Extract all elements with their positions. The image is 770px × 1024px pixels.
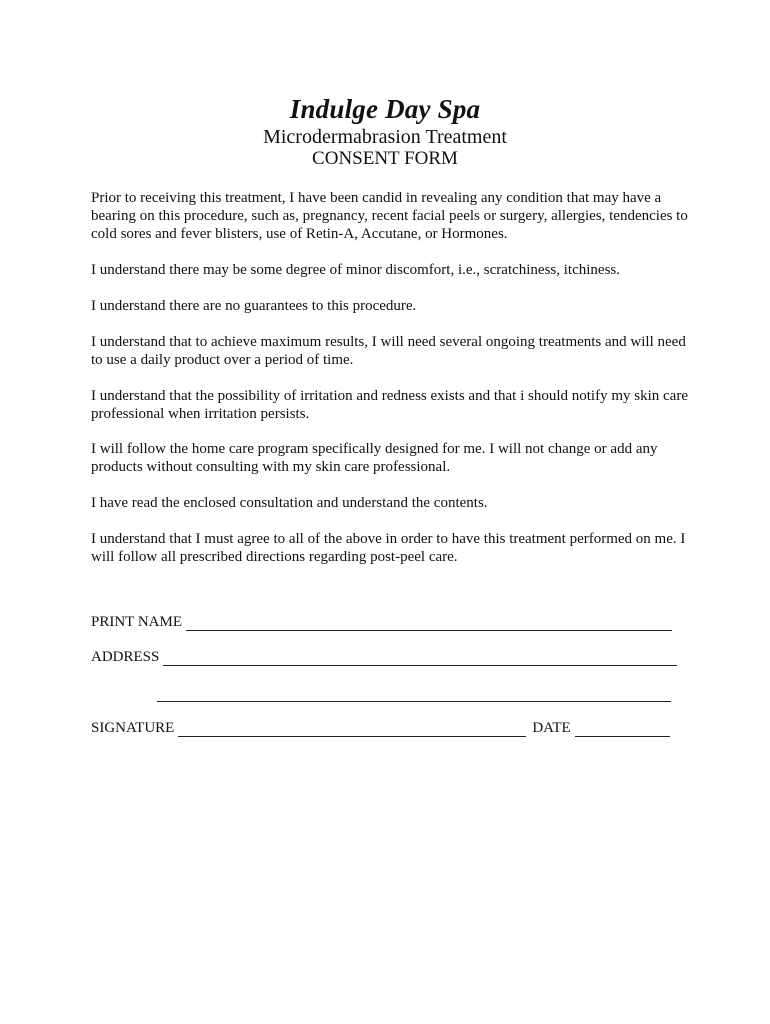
print-name-field[interactable] bbox=[186, 616, 672, 631]
statement-paragraph: Prior to receiving this treatment, I have been candid in revealing any condition that may have a bearing on this procedure, such as, pregnancy, recent facial peels or surgery, allergies, tendencies to cold sores and fever blisters, use of Retin-A, Accutane, or Hormones. bbox=[91, 190, 688, 242]
statement-paragraph: I understand there may be some degree of minor discomfort, i.e., scratchiness, itchiness. bbox=[91, 262, 621, 278]
statement-paragraph: I understand that the possibility of irritation and redness exists and that i should notify my skin care professional when irritation persists. bbox=[91, 388, 688, 422]
print-name-row bbox=[91, 611, 672, 631]
statement-paragraph: I will follow the home care program specifically designed for me. I will not change or add any products without consulting with my skin care professional. bbox=[91, 441, 658, 475]
address-row bbox=[91, 646, 677, 666]
statement-paragraph: I understand there are no guarantees to this procedure. bbox=[91, 298, 417, 314]
form-title: Microdermabrasion Treatment bbox=[263, 126, 507, 148]
signature-label: SIGNATURE bbox=[91, 720, 175, 736]
date-field[interactable] bbox=[575, 722, 670, 737]
statement-paragraph: I understand that to achieve maximum results, I will need several ongoing treatments and will need to use a daily product over a period of time. bbox=[91, 334, 686, 368]
address-row-2 bbox=[157, 682, 671, 702]
statement-paragraph: I have read the enclosed consultation and understand the contents. bbox=[91, 495, 488, 511]
form-subtitle: CONSENT FORM bbox=[312, 148, 458, 169]
address-label: ADDRESS bbox=[91, 649, 160, 665]
address-field-line-1[interactable] bbox=[163, 651, 677, 666]
signature-field[interactable] bbox=[178, 722, 526, 737]
consent-statements bbox=[91, 189, 691, 566]
signature-date-row bbox=[91, 717, 670, 737]
print-name-label: PRINT NAME bbox=[91, 614, 182, 630]
address-field-line-2[interactable] bbox=[157, 687, 671, 702]
spa-name: Indulge Day Spa bbox=[289, 94, 481, 124]
date-label: DATE bbox=[532, 720, 571, 736]
form-header bbox=[0, 92, 770, 170]
statement-paragraph: I understand that I must agree to all of the above in order to have this treatment performed on me. I will follow all prescribed directions regarding post-peel care. bbox=[91, 531, 686, 565]
